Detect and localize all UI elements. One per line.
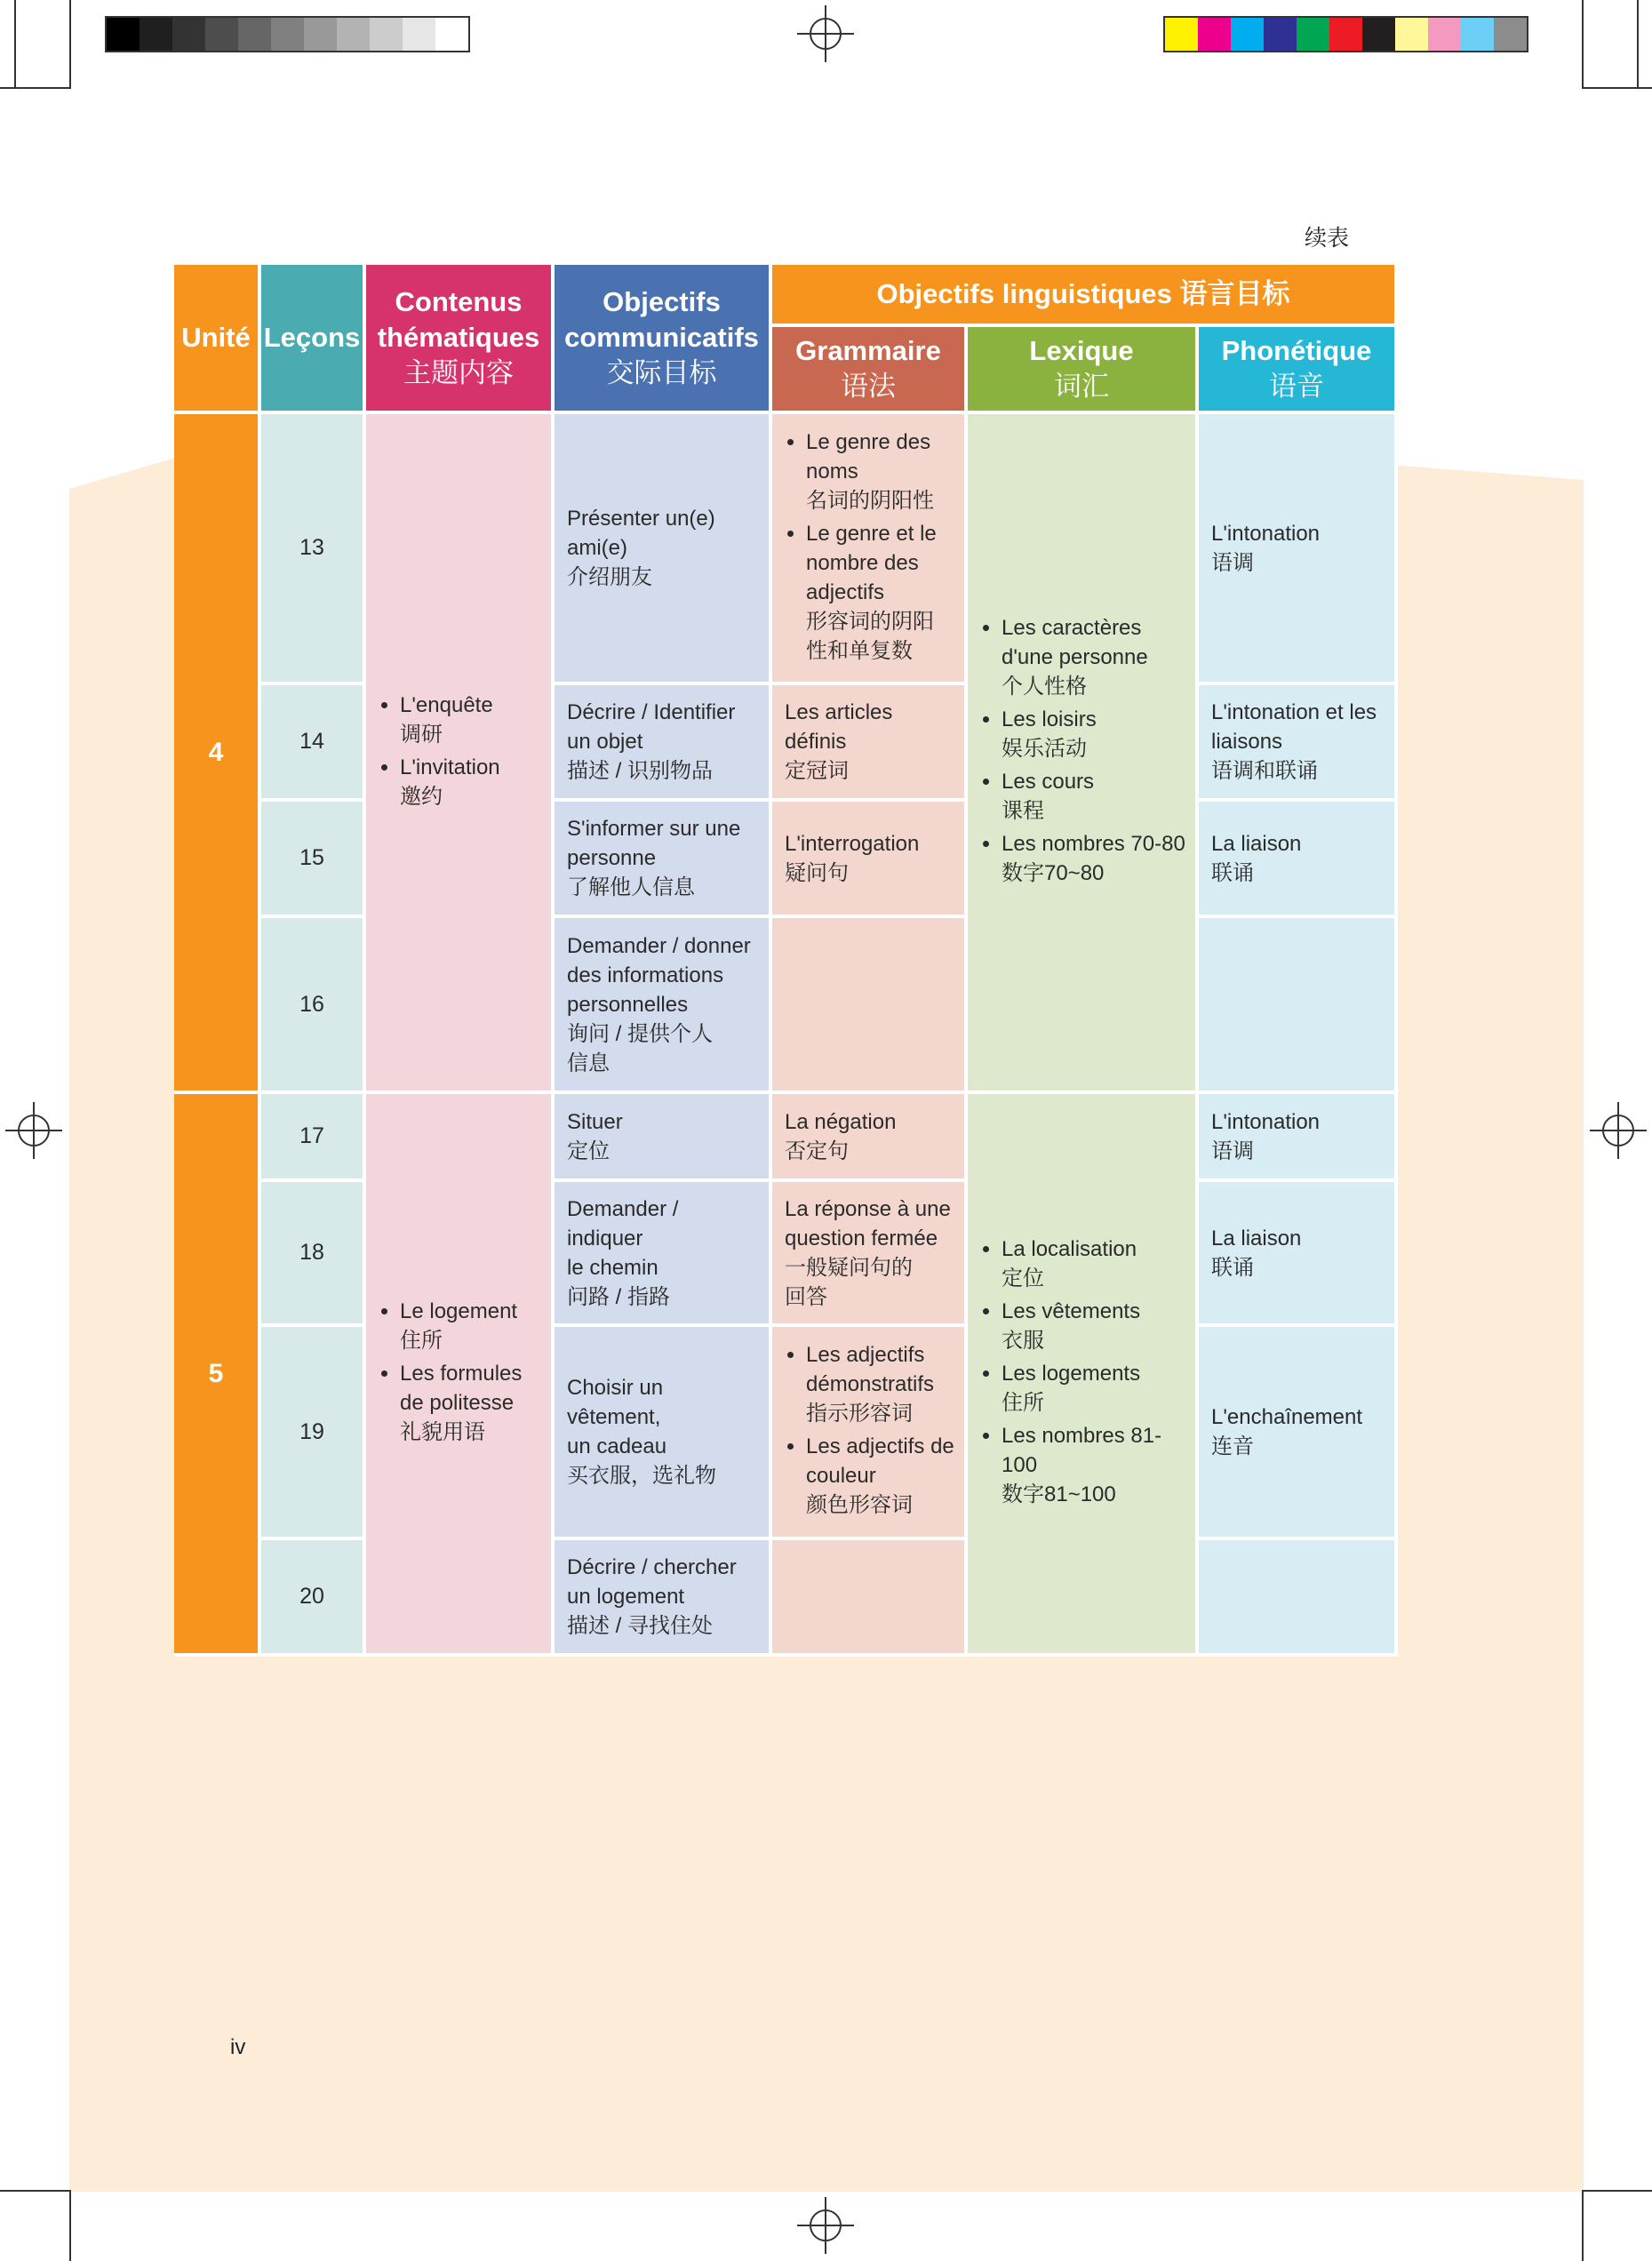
- bullet-list: [980, 613, 1185, 891]
- cell-text-line: 语调和联诵: [1211, 759, 1318, 783]
- bullet-item: [1002, 705, 1185, 763]
- cell-text-line: La liaison: [1211, 831, 1302, 856]
- bullet-text-line: • Les adjectifs: [806, 1343, 925, 1367]
- bullet-item: [806, 1432, 954, 1520]
- bullet-list: [379, 1297, 522, 1450]
- cell-text-line: 联诵: [1211, 860, 1254, 885]
- bullet-text-line: couleur: [806, 1464, 876, 1488]
- cell-text-line: 询问 / 提供个人: [567, 1021, 714, 1046]
- grammaire-cell: [772, 802, 968, 918]
- bullet-item: [400, 1297, 522, 1355]
- cell-text-line: 定位: [567, 1138, 610, 1163]
- bullet-text-line: noms: [806, 459, 858, 483]
- bullet-text-line: 名词的阴阳性: [806, 488, 934, 513]
- bullet-text-line: • Le logement: [400, 1299, 518, 1323]
- bullet-text-line: • La localisation: [1002, 1237, 1137, 1261]
- cell-text-line: ami(e): [567, 536, 628, 560]
- objectif-communicatif-cell: [555, 685, 772, 802]
- phonetique-cell: [1199, 414, 1398, 685]
- bullet-text-line: 娱乐活动: [1002, 737, 1087, 761]
- grammaire-cell: [772, 1540, 968, 1657]
- crop-mark: [1582, 2190, 1652, 2192]
- unit-number-text: 5: [208, 1358, 224, 1388]
- bullet-item: [806, 1340, 954, 1428]
- cell-text-line: 描述 / 识别物品: [567, 759, 714, 783]
- gray-swatch: [304, 18, 337, 51]
- cell-text-line: S'informer sur une: [567, 817, 741, 841]
- bullet-list: [379, 691, 500, 815]
- lexique-cell: [968, 414, 1199, 1094]
- grammaire-cell: [772, 1182, 968, 1327]
- header-unite: [174, 265, 261, 414]
- cell-text-line: 信息: [567, 1051, 610, 1075]
- bullet-text-line: 衣服: [1002, 1329, 1044, 1353]
- lecon-number: [261, 414, 366, 685]
- contenus-cell: [366, 1094, 555, 1657]
- cell-text-line: La négation: [785, 1109, 897, 1134]
- lecon-number-text: 16: [299, 991, 324, 1017]
- cell-text-line: des informations: [567, 963, 724, 987]
- crop-mark: [1582, 87, 1652, 89]
- bullet-item: [1002, 1421, 1161, 1509]
- bullet-item: [1002, 767, 1185, 826]
- phonetique-cell: [1199, 1182, 1398, 1327]
- bullet-list: [980, 1234, 1161, 1513]
- phonetique-cell: [1199, 685, 1398, 802]
- grammaire-cell: [772, 918, 968, 1094]
- cell-text-line: personne: [567, 846, 657, 870]
- header-text-line: 语音: [1269, 371, 1324, 402]
- cell-text-line: Situer: [567, 1109, 623, 1134]
- header-text-line: Lexique: [1029, 335, 1134, 366]
- phonetique-cell: [1199, 802, 1398, 918]
- bullet-text-line: 指示形容词: [806, 1402, 913, 1426]
- lecon-number-text: 15: [299, 845, 324, 870]
- grammaire-cell: [772, 1327, 968, 1540]
- header-text-line: communicatifs: [564, 322, 759, 353]
- crop-mark: [14, 0, 16, 89]
- color-swatch: [1395, 18, 1428, 51]
- header-contenus: [366, 265, 555, 414]
- cell-text-line: La liaison: [1211, 1226, 1302, 1250]
- cell-text-line: personnelles: [567, 992, 689, 1017]
- cell-text-line: 回答: [785, 1284, 827, 1309]
- cell-text-line: 语调: [1211, 1138, 1254, 1163]
- bullet-text-line: 课程: [1002, 799, 1044, 823]
- color-swatch: [1297, 18, 1329, 51]
- phonetique-cell: [1199, 918, 1398, 1094]
- cell-text-line: Demander / indiquer: [567, 1196, 679, 1250]
- bullet-text-line: 邀约: [400, 784, 443, 809]
- cell-text-line: Décrire / chercher: [567, 1555, 737, 1579]
- gray-swatch: [370, 18, 403, 51]
- cell-text-line: 一般疑问句的: [785, 1255, 913, 1280]
- header-grammaire: [772, 327, 968, 414]
- header-text: Leçons: [263, 322, 361, 353]
- cell-text-line: 问路 / 指路: [567, 1284, 671, 1309]
- color-swatch: [1362, 18, 1395, 51]
- lecon-number-text: 19: [299, 1418, 324, 1444]
- cell-text-line: un logement: [567, 1585, 685, 1609]
- grayscale-color-bar: [105, 16, 470, 52]
- gray-swatch: [172, 18, 205, 51]
- grammaire-cell: [772, 1094, 968, 1182]
- contenus-cell: [366, 414, 555, 1094]
- bullet-text-line: 定位: [1002, 1266, 1044, 1290]
- objectif-communicatif-cell: [555, 802, 772, 918]
- cell-text-line: Présenter un(e): [567, 507, 715, 531]
- objectif-communicatif-cell: [555, 918, 772, 1094]
- cell-text-line: L'enchaînement: [1211, 1405, 1363, 1429]
- cell-text-line: 介绍朋友: [567, 565, 652, 589]
- cell-text-line: L'interrogation: [785, 831, 920, 856]
- bullet-item: [806, 427, 937, 515]
- cell-text-line: un cadeau: [567, 1434, 667, 1458]
- bullet-text-line: • Les caractères: [1002, 616, 1142, 640]
- lecon-number: [261, 918, 366, 1094]
- header-text-line: 语法: [841, 371, 896, 402]
- bullet-text-line: • Les nombres 81-: [1002, 1424, 1162, 1448]
- bullet-text-line: 100: [1002, 1453, 1038, 1477]
- cell-text-line: Choisir un vêtement,: [567, 1376, 664, 1429]
- crop-mark: [1582, 0, 1584, 89]
- phonetique-cell: [1199, 1327, 1398, 1540]
- objectif-communicatif-cell: [555, 414, 772, 685]
- cell-text-line: le chemin: [567, 1255, 658, 1280]
- bullet-text-line: 调研: [400, 722, 443, 747]
- lecon-number: [261, 802, 366, 918]
- cell-text-line: 了解他人信息: [567, 875, 695, 899]
- cell-text-line: Décrire / Identifier: [567, 700, 736, 724]
- gray-swatch: [140, 18, 172, 51]
- bullet-item: [1002, 1234, 1161, 1293]
- objectif-communicatif-cell: [555, 1094, 772, 1182]
- lecon-number: [261, 1540, 366, 1657]
- cell-text-line: 联诵: [1211, 1255, 1254, 1280]
- color-swatch: [1264, 18, 1297, 51]
- bullet-text-line: 礼貌用语: [400, 1420, 485, 1444]
- header-text-line: Phonétique: [1221, 335, 1372, 366]
- header-text: Unité: [181, 322, 251, 353]
- continued-label: 续表: [1305, 226, 1350, 251]
- lecon-number-text: 17: [299, 1123, 324, 1148]
- bullet-text-line: • L'invitation: [400, 755, 500, 779]
- objectif-communicatif-cell: [555, 1327, 772, 1540]
- grammaire-cell: [772, 414, 968, 685]
- cell-text-line: définis: [785, 730, 847, 754]
- lecon-number-text: 13: [299, 535, 324, 560]
- bullet-text-line: 住所: [1002, 1391, 1044, 1415]
- header-text-line: 交际目标: [606, 357, 717, 388]
- cell-text-line: 定冠词: [785, 759, 849, 783]
- header-text-line: Grammaire: [795, 335, 941, 366]
- lecon-number-text: 14: [299, 729, 324, 754]
- lecon-number: [261, 1327, 366, 1540]
- cell-text-line: 疑问句: [785, 860, 849, 885]
- lecon-number: [261, 1182, 366, 1327]
- header-lecons: [261, 265, 366, 414]
- lexique-cell: [968, 1094, 1199, 1657]
- bullet-item: [806, 519, 937, 666]
- bullet-item: [400, 1359, 522, 1447]
- color-calibration-bar: [1163, 16, 1528, 52]
- bullet-text-line: 形容词的阴阳: [806, 609, 934, 634]
- lecon-number: [261, 1094, 366, 1182]
- bullet-text-line: • Les vêtements: [1002, 1299, 1141, 1323]
- header-text-line: Objectifs: [603, 286, 721, 317]
- cell-text-line: Demander / donner: [567, 933, 751, 958]
- header-objectifs-linguistiques: [772, 265, 1398, 327]
- page-number: iv: [230, 2035, 246, 2059]
- cell-text-line: 描述 / 寻找住处: [567, 1614, 714, 1638]
- bullet-text-line: • Les loisirs: [1002, 707, 1097, 731]
- phonetique-cell: [1199, 1094, 1398, 1182]
- crop-mark: [69, 2190, 71, 2261]
- gray-swatch: [271, 18, 304, 51]
- gray-swatch: [205, 18, 238, 51]
- color-swatch: [1428, 18, 1461, 51]
- crop-mark: [0, 87, 71, 89]
- bullet-text-line: nombre des: [806, 550, 919, 575]
- registration-mark-bottom: [797, 2197, 854, 2254]
- bullet-item: [1002, 1359, 1161, 1418]
- bullet-text-line: • Le genre et le: [806, 521, 937, 546]
- bullet-text-line: d'une personne: [1002, 645, 1148, 669]
- bullet-text-line: adjectifs: [806, 579, 885, 604]
- registration-mark-right: [1590, 1102, 1647, 1159]
- objectif-communicatif-cell: [555, 1540, 772, 1657]
- crop-mark: [0, 2190, 71, 2192]
- cell-text-line: 买衣服，选礼物: [567, 1464, 716, 1488]
- header-text-line: 词汇: [1054, 371, 1109, 402]
- header-text-line: Contenus: [395, 286, 523, 317]
- bullet-text-line: • Le genre des: [806, 429, 931, 454]
- lecon-number: [261, 685, 366, 802]
- cell-text-line: 否定句: [785, 1138, 849, 1163]
- cell-text-line: 连音: [1211, 1434, 1254, 1458]
- cell-text-line: La réponse à une: [785, 1196, 951, 1221]
- gray-swatch: [107, 18, 140, 51]
- gray-swatch: [435, 18, 468, 51]
- bullet-text-line: • Les logements: [1002, 1362, 1141, 1386]
- color-swatch: [1461, 18, 1494, 51]
- bullet-item: [1002, 613, 1185, 701]
- cell-text-line: L'intonation et les: [1211, 700, 1377, 724]
- header-text: Objectifs linguistiques 语言目标: [876, 278, 1290, 309]
- header-objectifs-communicatifs: [555, 265, 772, 414]
- unit-number: [174, 414, 261, 1094]
- bullet-text-line: 个人性格: [1002, 675, 1087, 699]
- gray-swatch: [403, 18, 435, 51]
- grammaire-cell: [772, 685, 968, 802]
- header-text-line: 主题内容: [403, 357, 514, 388]
- bullet-item: [400, 691, 500, 749]
- registration-mark-top: [797, 5, 854, 62]
- bullet-text-line: 性和单复数: [806, 638, 913, 663]
- registration-mark-left: [5, 1102, 62, 1159]
- bullet-text-line: • Les formules: [400, 1362, 523, 1386]
- bullet-text-line: 数字70~80: [1002, 861, 1105, 885]
- header-lexique: [968, 327, 1199, 414]
- header-text-line: thématiques: [377, 322, 540, 353]
- bullet-text-line: démonstratifs: [806, 1372, 935, 1396]
- bullet-text-line: • Les nombres 70-80: [1002, 832, 1185, 856]
- bullet-item: [400, 753, 500, 811]
- color-swatch: [1231, 18, 1264, 51]
- bullet-item: [1002, 829, 1185, 888]
- color-swatch: [1165, 18, 1198, 51]
- lecon-number-text: 20: [299, 1584, 324, 1609]
- unit-number-text: 4: [208, 737, 224, 767]
- bullet-list: [785, 1340, 954, 1523]
- gray-swatch: [238, 18, 271, 51]
- cell-text-line: L'intonation: [1211, 521, 1321, 546]
- unit-number: [174, 1094, 261, 1657]
- objectif-communicatif-cell: [555, 1182, 772, 1327]
- color-swatch: [1198, 18, 1231, 51]
- color-swatch: [1329, 18, 1362, 51]
- cell-text-line: question fermée: [785, 1226, 938, 1250]
- crop-mark: [1582, 2190, 1584, 2261]
- bullet-text-line: de politesse: [400, 1391, 515, 1415]
- crop-mark: [69, 0, 71, 89]
- bullet-text-line: 住所: [400, 1329, 443, 1353]
- bullet-item: [1002, 1297, 1161, 1355]
- bullet-text-line: • Les adjectifs de: [806, 1434, 954, 1458]
- cell-text-line: Les articles: [785, 700, 893, 724]
- cell-text-line: 语调: [1211, 550, 1254, 575]
- gray-swatch: [337, 18, 370, 51]
- bullet-text-line: 数字81~100: [1002, 1482, 1116, 1506]
- cell-text-line: liaisons: [1211, 730, 1283, 754]
- phonetique-cell: [1199, 1540, 1398, 1657]
- bullet-text-line: • Les cours: [1002, 770, 1095, 794]
- lecon-number-text: 18: [299, 1240, 324, 1265]
- bullet-text-line: • L'enquête: [400, 692, 493, 717]
- header-phonetique: [1199, 327, 1398, 414]
- cell-text-line: L'intonation: [1211, 1109, 1321, 1134]
- bullet-text-line: 颜色形容词: [806, 1493, 913, 1517]
- cell-text-line: un objet: [567, 730, 643, 754]
- color-swatch: [1494, 18, 1527, 51]
- crop-mark: [1637, 0, 1639, 89]
- bullet-list: [785, 427, 937, 669]
